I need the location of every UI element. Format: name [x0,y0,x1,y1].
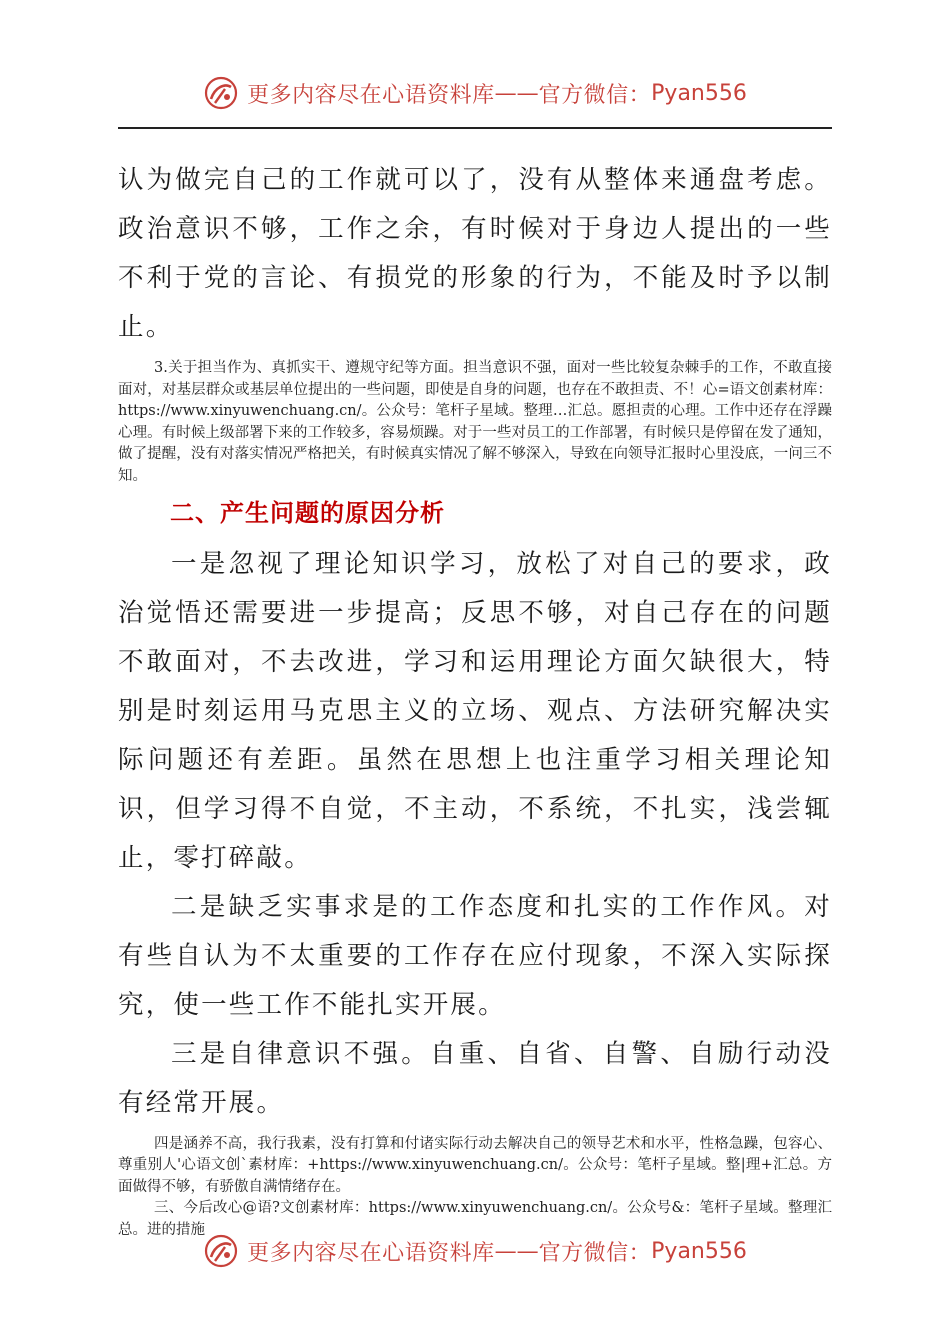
footer-separator: —— [494,1238,539,1264]
paragraph-1: 认为做完自己的工作就可以了，没有从整体来通盘考虑。政治意识不够，工作之余，有时候对于身边人提出的一些不利于党的言论、有损党的形象的行为，不能及时予以制止。 [118,165,832,342]
header-wechat-label: 官方微信： [538,82,652,108]
paragraph-2: 3.关于担当作为、真抓实干、遵规守纪等方面。担当意识不强，面对一些比较复杂棘手的工作，不敢直接面对，对基层群众或基层单位提出的一些问题，即使是自身的问题，也存在不敢担责、不！心=语文创素材库：https://www.xinyuwenchuang.cn/。公众号：笔杆子星域。整理…汇总。愿担责的心理。工作中还存在浮躁心理。有时候上级部署下来的工作较多，容易烦躁。对于一些对员工的工作部署，有时候只是停留在发了通知，做了提醒，没有对落实情况严格把关，有时候真实情况了解不够深入，导致在向领导汇报时心里没底，一问三不知。 [118,360,832,484]
header-banner [0,71,950,115]
paragraph-7: 三、今后改心@语?文创素材库：https://www.xinyuwenchuang.cn/。公众号&：笔杆子星域。整理汇总。进的措施 [118,1200,832,1238]
header-divider [118,127,832,129]
brand-logo-icon [203,1233,239,1269]
document-body [118,156,832,1242]
header-wechat-id: Pyan556 [651,80,747,106]
section-heading-2: 二、产生问题的原因分析 [170,498,445,527]
brand-logo-icon [203,75,239,111]
paragraph-5: 三是自律意识不强。自重、自省、自警、自励行动没有经常开展。 [118,1038,832,1118]
header-separator: —— [494,80,539,106]
footer-banner [0,1229,950,1273]
footer-wechat-id: Pyan556 [651,1238,747,1264]
footer-site-text: 更多内容尽在心语资料库 [247,1240,495,1266]
header-site-text: 更多内容尽在心语资料库 [247,82,495,108]
paragraph-4: 二是缺乏实事求是的工作态度和扎实的工作作风。对有些自认为不太重要的工作存在应付现象，不深入实际探究，使一些工作不能扎实开展。 [118,891,832,1020]
paragraph-3: 一是忽视了理论知识学习，放松了对自己的要求，政治觉悟还需要进一步提高；反思不够，对自己存在的问题不敢面对，不去改进，学习和运用理论方面欠缺很大，特别是时刻运用马克思主义的立场、观点、方法研究解决实际问题还有差距。虽然在思想上也注重学习相关理论知识，但学习得不自觉，不主动，不系统，不扎实，浅尝辄止，零打碎敲。 [118,548,832,873]
paragraph-6: 四是涵养不高，我行我素，没有打算和付诸实际行动去解决自己的领导艺术和水平，性格急躁，包容心、尊重别人'心语文创`素材库：+https://www.xinyuwenchuang.cn/。公众号：笔杆子星域。整|理+汇总。方面做得不够，有骄傲自满情绪存在。 [118,1135,832,1195]
footer-wechat-label: 官方微信： [538,1240,652,1266]
